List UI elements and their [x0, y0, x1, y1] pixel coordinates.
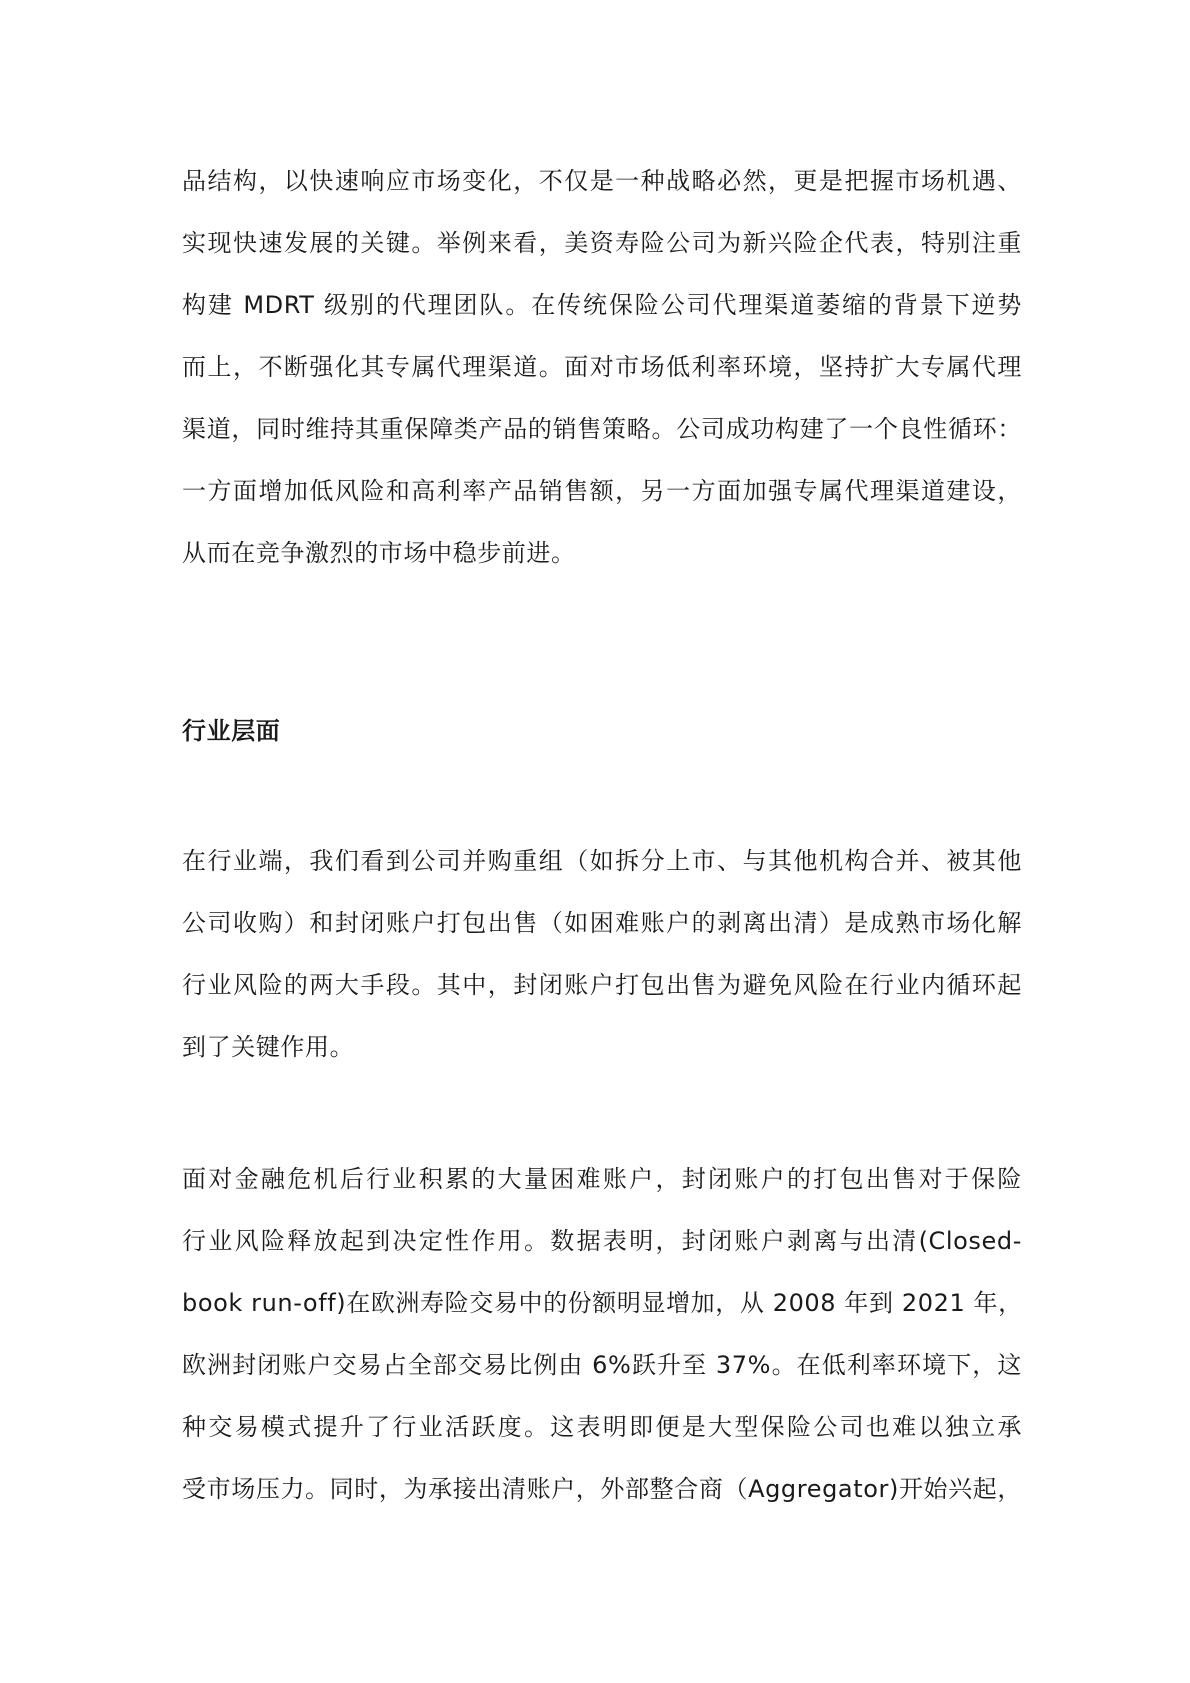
- text-line: 公司收购）和封闭账户打包出售（如困难账户的剥离出清）是成熟市场化解: [182, 909, 1022, 937]
- text-line: 在行业端，我们看到公司并购重组（如拆分上市、与其他机构合并、被其他: [182, 847, 1022, 875]
- paragraph-company-strategy: [182, 150, 1022, 584]
- text-line: 行业风险的两大手段。其中，封闭账户打包出售为避免风险在行业内循环起: [182, 971, 1022, 999]
- paragraph-industry-means: [182, 830, 1022, 1078]
- text-line: book run-off)在欧洲寿险交易中的份额明显增加，从 2008 年到 2021 年，: [182, 1289, 1023, 1317]
- text-line: 实现快速发展的关键。举例来看，美资寿险公司为新兴险企代表，特别注重: [182, 229, 1022, 257]
- text-line: 面对金融危机后行业积累的大量困难账户，封闭账户的打包出售对于保险: [182, 1165, 1022, 1193]
- text-line: 从而在竞争激烈的市场中稳步前进。: [182, 539, 576, 567]
- text-line: 行业风险释放起到决定性作用。数据表明，封闭账户剥离与出清(Closed-: [182, 1227, 1022, 1255]
- text-line: 受市场压力。同时，为承接出清账户，外部整合商（Aggregator)开始兴起，: [182, 1475, 1022, 1503]
- section-heading: 行业层面: [182, 717, 281, 745]
- text-line: 而上，不断强化其专属代理渠道。面对市场低利率环境，坚持扩大专属代理: [182, 353, 1022, 381]
- text-line: 渠道，同时维持其重保障类产品的销售策略。公司成功构建了一个良性循环：: [182, 415, 1022, 443]
- text-line: 欧洲封闭账户交易占全部交易比例由 6%跃升至 37%。在低利率环境下，这: [182, 1351, 1022, 1379]
- text-line: 一方面增加低风险和高利率产品销售额，另一方面加强专属代理渠道建设，: [182, 477, 1022, 505]
- text-line: 构建 MDRT 级别的代理团队。在传统保险公司代理渠道萎缩的背景下逆势: [182, 291, 1022, 319]
- paragraph-closed-book: [182, 1148, 1022, 1520]
- text-line: 品结构，以快速响应市场变化，不仅是一种战略必然，更是把握市场机遇、: [182, 167, 1022, 195]
- text-line: 种交易模式提升了行业活跃度。这表明即便是大型保险公司也难以独立承: [182, 1413, 1022, 1441]
- text-line: 到了关键作用。: [182, 1033, 355, 1061]
